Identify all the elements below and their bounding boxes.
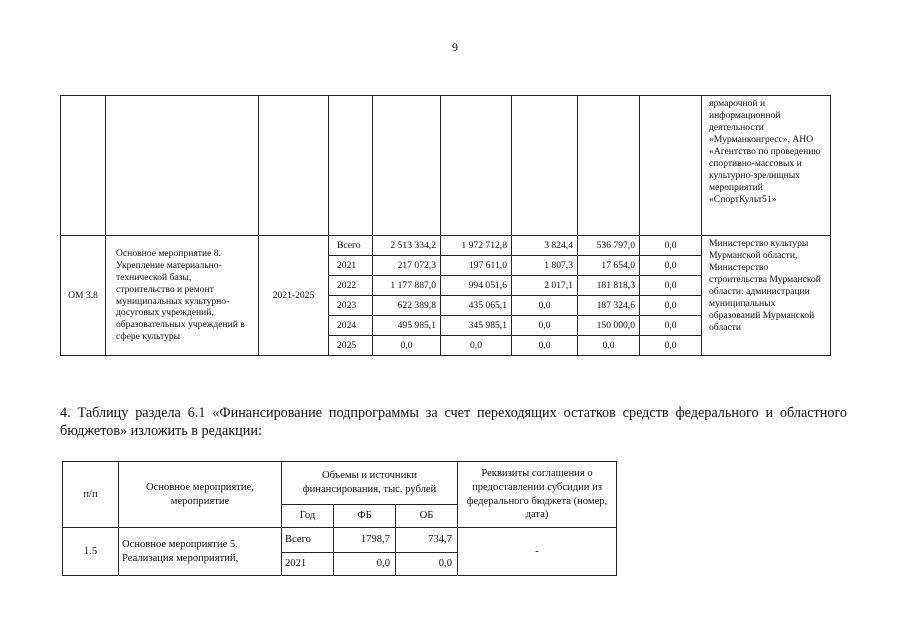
empty-cell <box>373 96 441 236</box>
source-value: 0,0 <box>640 296 702 316</box>
row-requisites: - <box>458 528 617 576</box>
executors-text: Министерство культуры Мурманской области, Министерство строительства Мурманской области; администрации муниципальных образований Мурманской области <box>709 238 821 333</box>
source-value: 0,0 <box>512 296 578 316</box>
header-num: п/п <box>63 462 119 528</box>
row-ob: 734,7 <box>396 528 458 553</box>
table-row <box>61 236 831 256</box>
source-value: 0,0 <box>640 276 702 296</box>
source-value: 0,0 <box>441 336 512 356</box>
row-measure: Основное мероприятие 5. Реализация мероприятий, <box>119 528 282 576</box>
header-row <box>63 462 617 505</box>
total-value: 0,0 <box>373 336 441 356</box>
total-value: 622 389,8 <box>373 296 441 316</box>
source-value: 1 807,3 <box>512 256 578 276</box>
source-value: 435 065,1 <box>441 296 512 316</box>
total-value: 217 072,3 <box>373 256 441 276</box>
measure-period: 2021-2025 <box>259 236 329 356</box>
source-value: 0,0 <box>640 336 702 356</box>
total-value: 495 985,1 <box>373 316 441 336</box>
year-cell: Всего <box>329 236 373 256</box>
row-year: Всего <box>282 528 334 553</box>
table-row <box>63 528 617 553</box>
source-value: 345 985,1 <box>441 316 512 336</box>
row-ob: 0,0 <box>396 553 458 576</box>
source-value: 0,0 <box>578 336 640 356</box>
empty-cell <box>259 96 329 236</box>
measure-name-cell <box>106 236 259 356</box>
empty-cell <box>512 96 578 236</box>
header-fb: ФБ <box>334 505 396 528</box>
header-volumes: Объемы и источники финансирования, тыс. рублей <box>282 462 458 505</box>
total-value: 1 177 887,0 <box>373 276 441 296</box>
row-num: 1.5 <box>63 528 119 576</box>
source-value: 0,0 <box>640 236 702 256</box>
header-ob: ОБ <box>396 505 458 528</box>
source-value: 181 818,3 <box>578 276 640 296</box>
year-cell: 2021 <box>329 256 373 276</box>
source-value: 2 017,1 <box>512 276 578 296</box>
year-cell: 2024 <box>329 316 373 336</box>
amendment-paragraph: 4. Таблицу раздела 6.1 «Финансирование подпрограммы за счет переходящих остатков средств федерального и областного бюджетов» изложить в редакции: <box>60 405 847 439</box>
source-value: 0,0 <box>512 336 578 356</box>
header-measure: Основное мероприятие, мероприятие <box>119 462 282 528</box>
empty-cell <box>106 96 259 236</box>
continuation-row <box>61 96 831 236</box>
executors-cell <box>702 236 831 356</box>
empty-cell <box>578 96 640 236</box>
source-value: 0,0 <box>512 316 578 336</box>
source-value: 1 972 712,8 <box>441 236 512 256</box>
empty-cell <box>441 96 512 236</box>
header-year: Год <box>282 505 334 528</box>
empty-cell <box>640 96 702 236</box>
empty-cell <box>61 96 106 236</box>
source-value: 197 611,0 <box>441 256 512 276</box>
measure-name: Основное мероприятие 8. Укрепление материально-технической базы, строительство и ремонт муниципальных культурно-досуговых учреждений, образовательных учреждений в сфере культуры <box>116 247 245 343</box>
financing-table <box>60 95 831 356</box>
year-cell: 2025 <box>329 336 373 356</box>
executors-continuation: ярмарочной и информационной деятельности «Мурманконгресс», АНО «Агентство по проведению спортивно-массовых и культурно-зрелищных мероприятий «СпортКульт51» <box>709 98 821 205</box>
year-cell: 2022 <box>329 276 373 296</box>
header-requisites: Реквизиты соглашения о предоставлении субсидии из федерального бюджета (номер, дата) <box>458 462 617 528</box>
page-number: 9 <box>452 40 458 54</box>
source-value: 17 654,0 <box>578 256 640 276</box>
source-value: 994 051,6 <box>441 276 512 296</box>
measure-code: ОМ 3.8 <box>61 236 106 356</box>
carryover-financing-table <box>62 461 617 576</box>
source-value: 0,0 <box>640 316 702 336</box>
row-fb: 1798,7 <box>334 528 396 553</box>
source-value: 150 000,0 <box>578 316 640 336</box>
source-value: 3 824,4 <box>512 236 578 256</box>
source-value: 536 797,0 <box>578 236 640 256</box>
source-value: 0,0 <box>640 256 702 276</box>
executors-continuation-cell <box>702 96 831 236</box>
source-value: 187 324,6 <box>578 296 640 316</box>
row-year: 2021 <box>282 553 334 576</box>
total-value: 2 513 334,2 <box>373 236 441 256</box>
year-cell: 2023 <box>329 296 373 316</box>
row-fb: 0,0 <box>334 553 396 576</box>
empty-cell <box>329 96 373 236</box>
